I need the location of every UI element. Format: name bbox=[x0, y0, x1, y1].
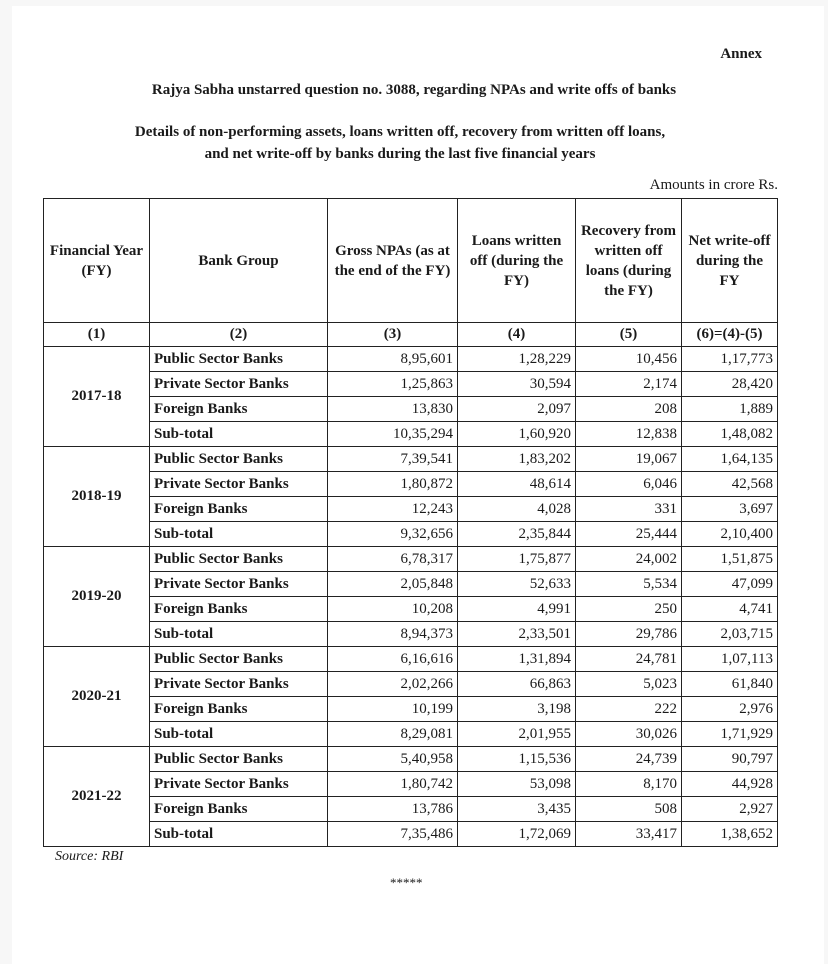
loans-written-off-cell: 53,098 bbox=[458, 772, 576, 797]
net-write-off-cell: 3,697 bbox=[682, 497, 778, 522]
financial-year-cell: 2019-20 bbox=[44, 547, 150, 647]
financial-year-cell: 2018-19 bbox=[44, 447, 150, 547]
gross-npa-cell: 13,786 bbox=[328, 797, 458, 822]
recovery-cell: 5,023 bbox=[576, 672, 682, 697]
bank-group-cell: Public Sector Banks bbox=[150, 747, 328, 772]
net-write-off-cell: 1,51,875 bbox=[682, 547, 778, 572]
recovery-cell: 30,026 bbox=[576, 722, 682, 747]
amounts-unit-note: Amounts in crore Rs. bbox=[649, 177, 778, 193]
gross-npa-cell: 10,199 bbox=[328, 697, 458, 722]
recovery-cell: 24,739 bbox=[576, 747, 682, 772]
document-subtitle bbox=[40, 121, 760, 165]
gross-npa-cell: 6,78,317 bbox=[328, 547, 458, 572]
bank-group-cell: Foreign Banks bbox=[150, 697, 328, 722]
bank-group-cell: Foreign Banks bbox=[150, 397, 328, 422]
gross-npa-cell: 1,25,863 bbox=[328, 372, 458, 397]
loans-written-off-cell: 1,75,877 bbox=[458, 547, 576, 572]
table-row bbox=[44, 797, 778, 822]
net-write-off-cell: 4,741 bbox=[682, 597, 778, 622]
bank-group-cell: Sub-total bbox=[150, 722, 328, 747]
loans-written-off-cell: 2,097 bbox=[458, 397, 576, 422]
header-financial-year: Financial Year (FY) bbox=[44, 199, 150, 323]
bank-group-cell: Public Sector Banks bbox=[150, 547, 328, 572]
gross-npa-cell: 2,02,266 bbox=[328, 672, 458, 697]
bank-group-cell: Sub-total bbox=[150, 822, 328, 847]
gross-npa-cell: 2,05,848 bbox=[328, 572, 458, 597]
bank-group-cell: Private Sector Banks bbox=[150, 772, 328, 797]
header-loans-written-off: Loans written off (during the FY) bbox=[458, 199, 576, 323]
gross-npa-cell: 8,94,373 bbox=[328, 622, 458, 647]
recovery-cell: 208 bbox=[576, 397, 682, 422]
table-row bbox=[44, 497, 778, 522]
financial-year-cell: 2021-22 bbox=[44, 747, 150, 847]
loans-written-off-cell: 4,991 bbox=[458, 597, 576, 622]
recovery-cell: 6,046 bbox=[576, 472, 682, 497]
bank-group-cell: Foreign Banks bbox=[150, 597, 328, 622]
loans-written-off-cell: 66,863 bbox=[458, 672, 576, 697]
net-write-off-cell: 2,927 bbox=[682, 797, 778, 822]
gross-npa-cell: 7,39,541 bbox=[328, 447, 458, 472]
bank-group-cell: Foreign Banks bbox=[150, 797, 328, 822]
table-row bbox=[44, 397, 778, 422]
recovery-cell: 25,444 bbox=[576, 522, 682, 547]
table-row bbox=[44, 572, 778, 597]
column-number: (1) bbox=[44, 323, 150, 347]
annex-label: Annex bbox=[720, 46, 762, 62]
recovery-cell: 331 bbox=[576, 497, 682, 522]
gross-npa-cell: 13,830 bbox=[328, 397, 458, 422]
subtitle-line-2: and net write-off by banks during the last five financial years bbox=[204, 146, 596, 162]
loans-written-off-cell: 2,35,844 bbox=[458, 522, 576, 547]
recovery-cell: 2,174 bbox=[576, 372, 682, 397]
recovery-cell: 222 bbox=[576, 697, 682, 722]
table-row bbox=[44, 697, 778, 722]
loans-written-off-cell: 1,72,069 bbox=[458, 822, 576, 847]
gross-npa-cell: 1,80,872 bbox=[328, 472, 458, 497]
gross-npa-cell: 10,35,294 bbox=[328, 422, 458, 447]
column-number: (2) bbox=[150, 323, 328, 347]
loans-written-off-cell: 30,594 bbox=[458, 372, 576, 397]
net-write-off-cell: 47,099 bbox=[682, 572, 778, 597]
loans-written-off-cell: 52,633 bbox=[458, 572, 576, 597]
column-number-row bbox=[44, 323, 778, 347]
bank-group-cell: Sub-total bbox=[150, 422, 328, 447]
npa-table bbox=[43, 198, 778, 847]
gross-npa-cell: 8,29,081 bbox=[328, 722, 458, 747]
table-row bbox=[44, 347, 778, 372]
net-write-off-cell: 1,17,773 bbox=[682, 347, 778, 372]
table-row bbox=[44, 547, 778, 572]
loans-written-off-cell: 1,31,894 bbox=[458, 647, 576, 672]
table-row bbox=[44, 747, 778, 772]
net-write-off-cell: 28,420 bbox=[682, 372, 778, 397]
header-recovery: Recovery from written off loans (during the FY) bbox=[576, 199, 682, 323]
gross-npa-cell: 10,208 bbox=[328, 597, 458, 622]
recovery-cell: 10,456 bbox=[576, 347, 682, 372]
financial-year-cell: 2020-21 bbox=[44, 647, 150, 747]
recovery-cell: 33,417 bbox=[576, 822, 682, 847]
header-net-write-off: Net write-off during the FY bbox=[682, 199, 778, 323]
loans-written-off-cell: 2,01,955 bbox=[458, 722, 576, 747]
net-write-off-cell: 2,03,715 bbox=[682, 622, 778, 647]
header-row bbox=[44, 199, 778, 323]
source-note: Source: RBI bbox=[55, 849, 124, 864]
gross-npa-cell: 8,95,601 bbox=[328, 347, 458, 372]
recovery-cell: 12,838 bbox=[576, 422, 682, 447]
bank-group-cell: Sub-total bbox=[150, 522, 328, 547]
net-write-off-cell: 61,840 bbox=[682, 672, 778, 697]
table-row bbox=[44, 522, 778, 547]
table-row bbox=[44, 722, 778, 747]
net-write-off-cell: 42,568 bbox=[682, 472, 778, 497]
loans-written-off-cell: 3,198 bbox=[458, 697, 576, 722]
recovery-cell: 24,002 bbox=[576, 547, 682, 572]
column-number: (4) bbox=[458, 323, 576, 347]
loans-written-off-cell: 4,028 bbox=[458, 497, 576, 522]
table-row bbox=[44, 672, 778, 697]
column-number: (3) bbox=[328, 323, 458, 347]
recovery-cell: 19,067 bbox=[576, 447, 682, 472]
bank-group-cell: Public Sector Banks bbox=[150, 447, 328, 472]
loans-written-off-cell: 1,60,920 bbox=[458, 422, 576, 447]
table-row bbox=[44, 372, 778, 397]
table-row bbox=[44, 422, 778, 447]
net-write-off-cell: 90,797 bbox=[682, 747, 778, 772]
gross-npa-cell: 5,40,958 bbox=[328, 747, 458, 772]
recovery-cell: 8,170 bbox=[576, 772, 682, 797]
bank-group-cell: Private Sector Banks bbox=[150, 572, 328, 597]
loans-written-off-cell: 1,28,229 bbox=[458, 347, 576, 372]
table-row bbox=[44, 647, 778, 672]
net-write-off-cell: 1,64,135 bbox=[682, 447, 778, 472]
table-row bbox=[44, 597, 778, 622]
subtitle-line-1: Details of non-performing assets, loans written off, recovery from written off loans, bbox=[134, 124, 666, 140]
end-mark: ***** bbox=[390, 875, 423, 890]
net-write-off-cell: 1,889 bbox=[682, 397, 778, 422]
recovery-cell: 250 bbox=[576, 597, 682, 622]
table-row bbox=[44, 822, 778, 847]
bank-group-cell: Private Sector Banks bbox=[150, 672, 328, 697]
table-row bbox=[44, 622, 778, 647]
bank-group-cell: Private Sector Banks bbox=[150, 472, 328, 497]
net-write-off-cell: 2,976 bbox=[682, 697, 778, 722]
bank-group-cell: Public Sector Banks bbox=[150, 647, 328, 672]
loans-written-off-cell: 1,83,202 bbox=[458, 447, 576, 472]
net-write-off-cell: 1,38,652 bbox=[682, 822, 778, 847]
table-row bbox=[44, 447, 778, 472]
table-body bbox=[44, 347, 778, 847]
loans-written-off-cell: 48,614 bbox=[458, 472, 576, 497]
recovery-cell: 5,534 bbox=[576, 572, 682, 597]
net-write-off-cell: 44,928 bbox=[682, 772, 778, 797]
recovery-cell: 24,781 bbox=[576, 647, 682, 672]
header-bank-group: Bank Group bbox=[150, 199, 328, 323]
document-title: Rajya Sabha unstarred question no. 3088, regarding NPAs and write offs of banks bbox=[151, 82, 677, 98]
bank-group-cell: Private Sector Banks bbox=[150, 372, 328, 397]
recovery-cell: 29,786 bbox=[576, 622, 682, 647]
gross-npa-cell: 9,32,656 bbox=[328, 522, 458, 547]
gross-npa-cell: 12,243 bbox=[328, 497, 458, 522]
column-number: (5) bbox=[576, 323, 682, 347]
recovery-cell: 508 bbox=[576, 797, 682, 822]
bank-group-cell: Foreign Banks bbox=[150, 497, 328, 522]
header-gross-npas: Gross NPAs (as at the end of the FY) bbox=[328, 199, 458, 323]
loans-written-off-cell: 1,15,536 bbox=[458, 747, 576, 772]
net-write-off-cell: 1,71,929 bbox=[682, 722, 778, 747]
gross-npa-cell: 6,16,616 bbox=[328, 647, 458, 672]
net-write-off-cell: 2,10,400 bbox=[682, 522, 778, 547]
financial-year-cell: 2017-18 bbox=[44, 347, 150, 447]
gross-npa-cell: 1,80,742 bbox=[328, 772, 458, 797]
net-write-off-cell: 1,48,082 bbox=[682, 422, 778, 447]
bank-group-cell: Sub-total bbox=[150, 622, 328, 647]
column-number: (6)=(4)-(5) bbox=[682, 323, 778, 347]
table-row bbox=[44, 472, 778, 497]
table-row bbox=[44, 772, 778, 797]
bank-group-cell: Public Sector Banks bbox=[150, 347, 328, 372]
loans-written-off-cell: 3,435 bbox=[458, 797, 576, 822]
loans-written-off-cell: 2,33,501 bbox=[458, 622, 576, 647]
net-write-off-cell: 1,07,113 bbox=[682, 647, 778, 672]
gross-npa-cell: 7,35,486 bbox=[328, 822, 458, 847]
